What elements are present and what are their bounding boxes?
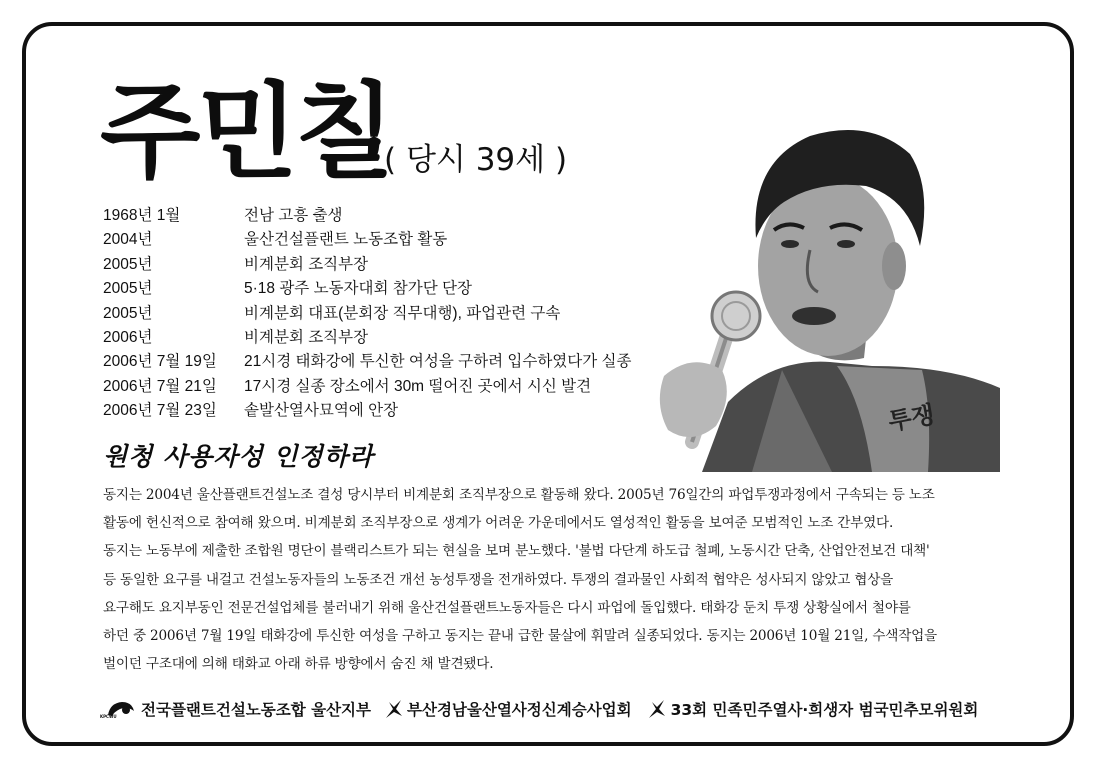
age-note: ( 당시 39세 )	[384, 142, 568, 178]
timeline-event: 21시경 태화강에 투신한 여성을 구하려 입수하였다가 실종	[244, 353, 632, 371]
biography-line: 동지는 노동부에 제출한 조합원 명단이 블랙리스트가 되는 현실을 보며 분노했다. '불법 다단계 하도급 철폐, 노동시간 단축, 산업안전보건 대책'	[103, 543, 930, 560]
timeline-event: 비계분회 조직부장	[244, 255, 369, 273]
timeline-row	[103, 350, 643, 374]
timeline-row	[103, 302, 643, 326]
timeline-row	[103, 375, 643, 399]
org-committee-name: 33회 민족민주열사·희생자 범국민추모위원회	[670, 701, 979, 719]
timeline-date: 2006년 7월 21일	[103, 377, 217, 395]
portrait-photo	[632, 70, 1000, 472]
biography-line: 하던 중 2006년 7월 19일 태화강에 투신한 여성을 구하고 동지는 끝내 급한 물살에 휘말려 실종되었다. 동지는 2006년 10월 21일, 수색작업을	[103, 628, 937, 645]
biography-line: 활동에 헌신적으로 참여해 왔으며. 비계분회 조직부장으로 생계가 어려운 가운데에서도 열성적인 활동을 보여준 모범적인 노조 간부였다.	[103, 515, 894, 532]
org-union	[100, 698, 371, 720]
timeline-event: 울산건설플랜트 노동조합 활동	[244, 231, 448, 249]
footer-organizations	[100, 695, 1030, 723]
timeline-row	[103, 399, 643, 423]
timeline-row	[103, 204, 643, 228]
person-name: 주민칠	[100, 71, 393, 193]
biography-line: 등 동일한 요구를 내걸고 건설노동자들의 노동조건 개선 농성투쟁을 전개하였다. 투쟁의 결과물인 사회적 협약은 성사되지 않았고 협상을	[103, 571, 894, 588]
timeline-event: 전남 고흥 출생	[244, 207, 343, 224]
timeline-row	[103, 253, 643, 277]
biography-line: 벌이던 구조대에 의해 태화교 아래 하류 방향에서 숨진 채 발견됐다.	[103, 656, 494, 673]
timeline-event: 솥발산열사묘역에 안장	[244, 402, 399, 420]
timeline-date: 2005년	[103, 280, 153, 298]
timeline-event: 비계분회 대표(분회장 직무대행), 파업관련 구속	[244, 304, 561, 322]
timeline-date: 2006년 7월 19일	[103, 353, 217, 371]
timeline-event: 비계분회 조직부장	[244, 328, 369, 346]
timeline-event: 5·18 광주 노동자대회 참가단 단장	[244, 280, 472, 298]
timeline-row	[103, 326, 643, 350]
timeline-row	[103, 228, 643, 252]
timeline-row	[103, 277, 643, 301]
biography-text	[103, 481, 1003, 678]
vest-text: 투쟁	[886, 400, 937, 436]
union-logo-icon	[100, 699, 136, 719]
org-union-name: 전국플랜트건설노동조합 울산지부	[141, 701, 371, 719]
logo-text: KPCWU	[100, 714, 117, 719]
biography-line: 요구해도 요지부동인 전문건설업체를 불러내기 위해 울산건설플랜트노동자들은 다시 파업에 돌입했다. 태화강 둔치 투쟁 상황실에서 철야를	[103, 599, 911, 616]
timeline	[103, 204, 643, 424]
biography-line: 동지는 2004년 울산플랜트건설노조 결성 당시부터 비계분회 조직부장으로 활동해 왔다. 2005년 76일간의 파업투쟁과정에서 구속되는 등 노조	[103, 487, 935, 503]
timeline-date: 2004년	[103, 231, 153, 249]
org-memorial-name: 부산경남울산열사정신계승사업회	[407, 701, 632, 719]
timeline-date: 2005년	[103, 255, 153, 273]
figure-icon	[383, 698, 405, 720]
org-memorial	[383, 698, 632, 720]
timeline-date: 2006년 7월 23일	[103, 402, 217, 420]
slogan: 원청 사용자성 인정하라	[103, 442, 374, 471]
org-committee	[646, 698, 979, 720]
timeline-date: 1968년 1월	[103, 207, 181, 224]
timeline-date: 2005년	[103, 304, 153, 322]
figure-icon	[646, 698, 668, 720]
timeline-event: 17시경 실종 장소에서 30m 떨어진 곳에서 시신 발견	[244, 377, 592, 395]
timeline-date: 2006년	[103, 328, 153, 346]
